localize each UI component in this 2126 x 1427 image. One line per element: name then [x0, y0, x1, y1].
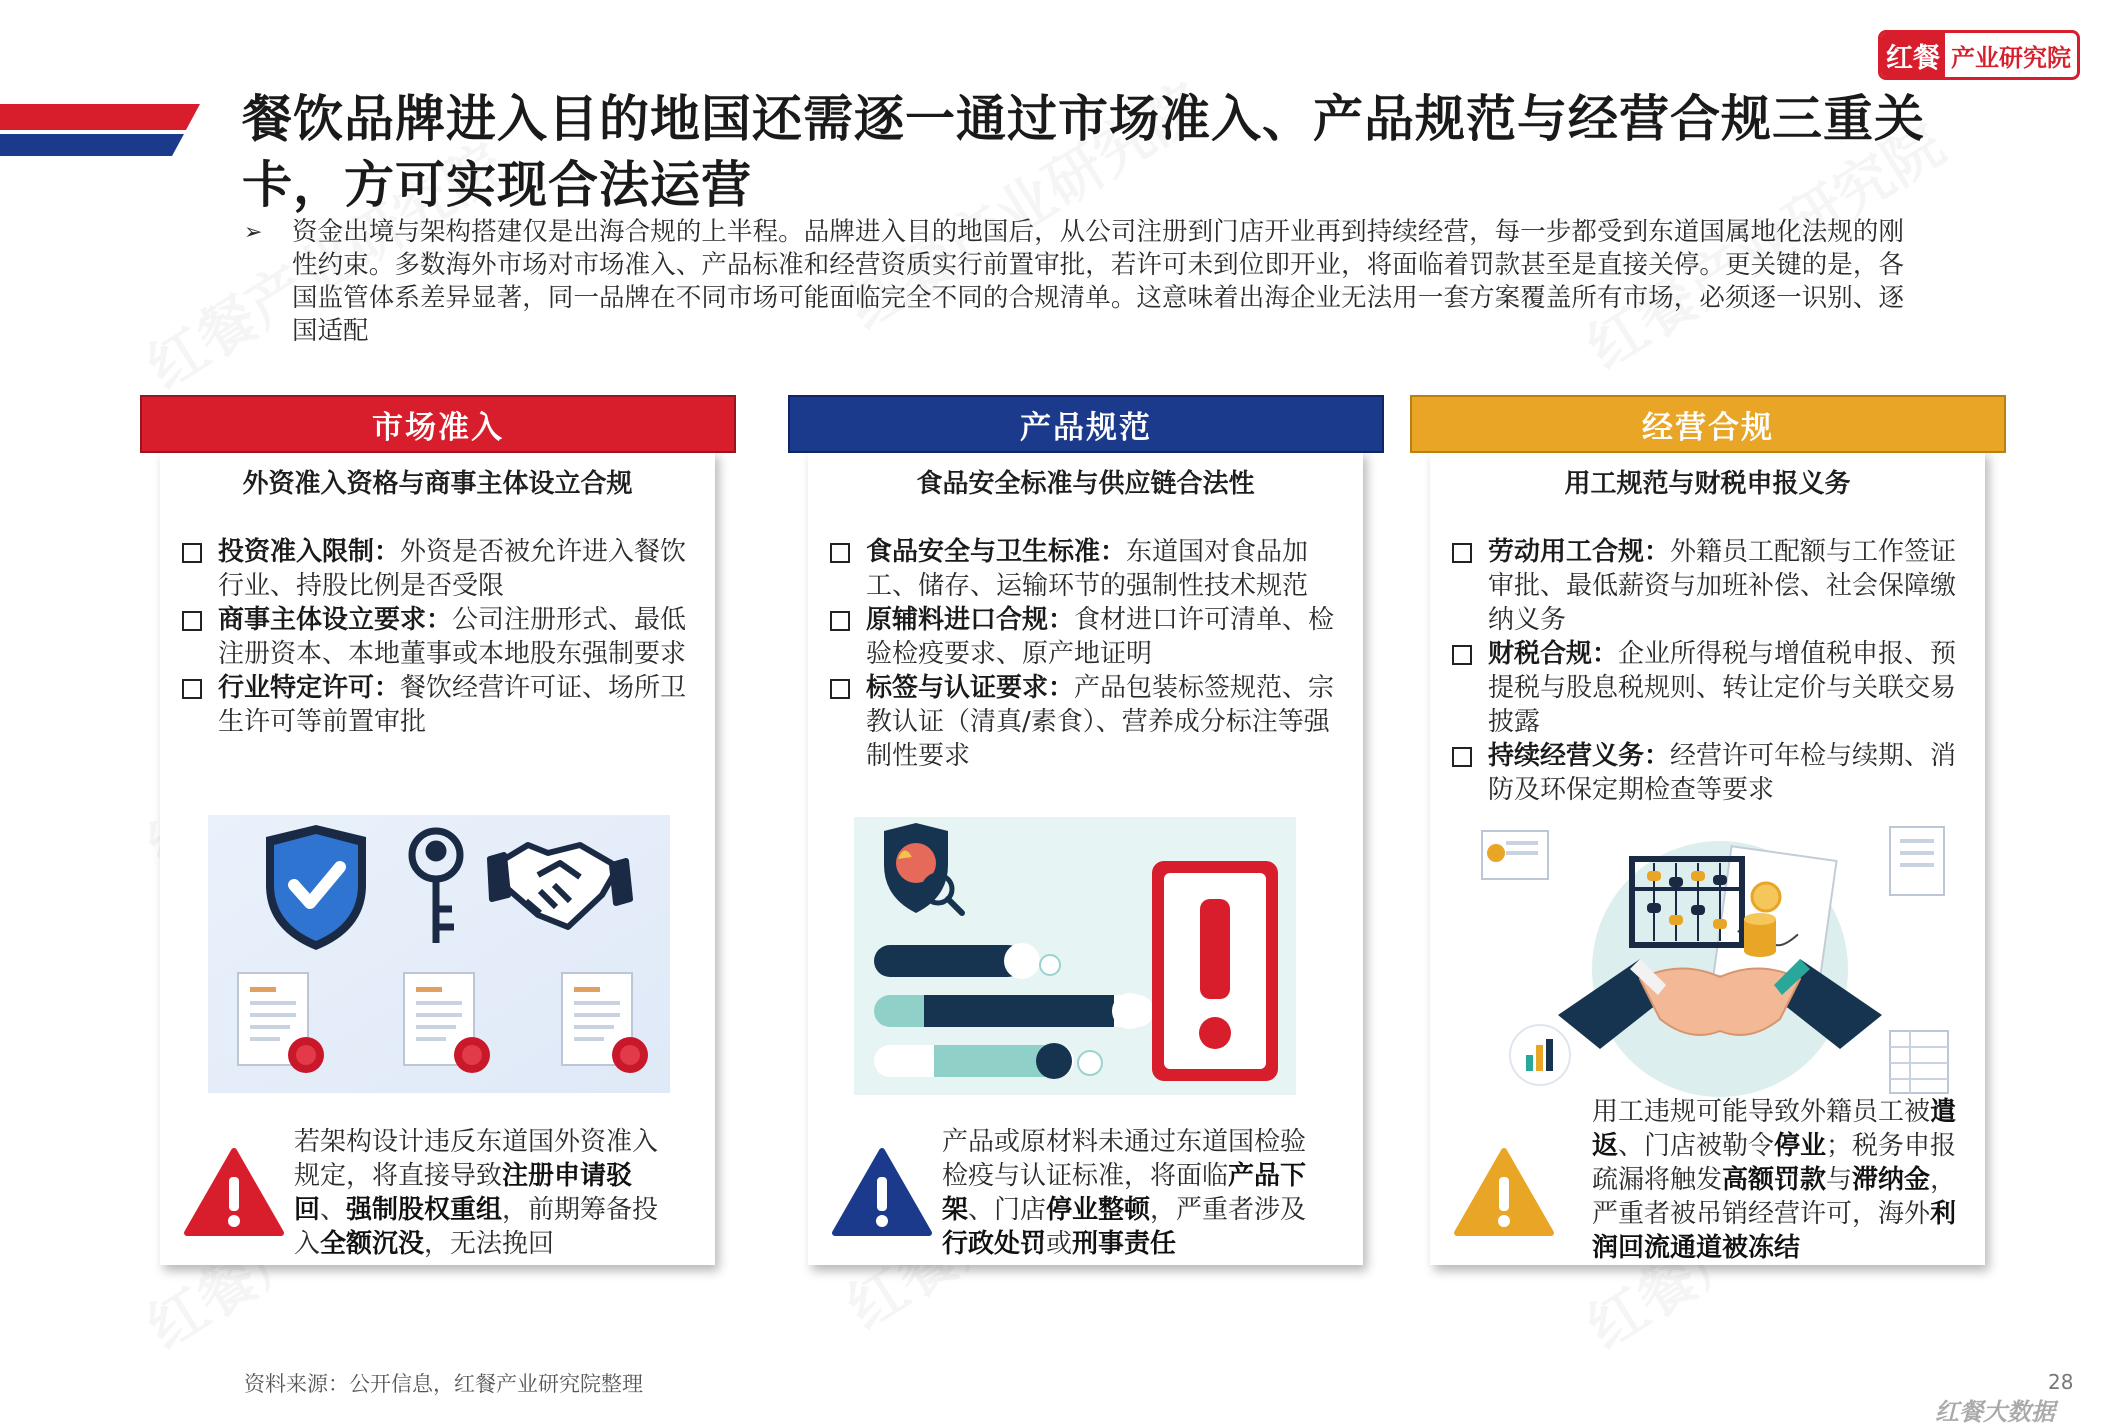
- warning-segment: 、门店被勒令: [1618, 1131, 1775, 1161]
- intro-paragraph: [244, 216, 1904, 348]
- warning-text: [942, 1125, 1328, 1261]
- list-item: 商事主体设立要求：公司注册形式、最低注册资本、本地董事或本地股东强制要求: [182, 603, 687, 671]
- card-title: 市场准入: [140, 395, 736, 453]
- list-item: 劳动用工合规：外籍员工配额与工作签证审批、最低薪资与加班补偿、社会保障缴纳义务: [1452, 535, 1957, 637]
- warning-segment: 与: [1826, 1165, 1853, 1195]
- warning-segment: 、门店: [968, 1195, 1047, 1225]
- card-items: [1452, 535, 1957, 807]
- warning-icon: [1454, 1147, 1554, 1237]
- warning-emphasis: 强制股权重组: [346, 1195, 503, 1225]
- warning-segment: 、: [320, 1195, 347, 1225]
- document-icon: [1890, 827, 1944, 895]
- source-note: 资料来源：公开信息，红餐产业研究院整理: [244, 1372, 643, 1396]
- list-item: 持续经营义务：经营许可年检与续期、消防及环保定期检查等要求: [1452, 739, 1957, 807]
- checkbox-icon: [182, 543, 202, 563]
- warning-emphasis: 停业: [1774, 1131, 1827, 1161]
- warning-emphasis: 停业整顿: [1046, 1195, 1151, 1225]
- warning-emphasis: 利润回流通道被冻结: [1592, 1199, 1957, 1263]
- card-items: [830, 535, 1335, 773]
- warning-emphasis: 刑事责任: [1072, 1229, 1177, 1259]
- warning-emphasis: 遣返: [1592, 1097, 1957, 1161]
- warning-emphasis: 高额罚款: [1722, 1165, 1827, 1195]
- checkbox-icon: [1452, 747, 1472, 767]
- progress-bar: [874, 1043, 1102, 1079]
- checkbox-icon: [1452, 543, 1472, 563]
- warning-emphasis: 产品下架: [942, 1161, 1307, 1225]
- logo-right-text: 产业研究院: [1951, 43, 2071, 72]
- page-number: 28: [2048, 1370, 2074, 1394]
- list-item: 财税合规：企业所得税与增值税申报、预提税与股息税规则、转让定价与关联交易披露: [1452, 637, 1957, 739]
- list-item: 标签与认证要求：产品包装标签规范、宗教认证（清真/素食）、营养成分标注等强制性要求: [830, 671, 1335, 773]
- warning-text: [1592, 1095, 1968, 1265]
- footer-brand: 红餐大数据: [1935, 1398, 2055, 1426]
- spreadsheet-icon: [1890, 1031, 1948, 1093]
- bar-chart-icon: [1510, 1025, 1570, 1085]
- card-title: 经营合规: [1410, 395, 2006, 453]
- exclamation-icon: [1152, 861, 1278, 1081]
- operational-compliance-illustration: [1470, 819, 1970, 1097]
- list-item: 食品安全与卫生标准：东道国对食品加工、储存、运输环节的强制性技术规范: [830, 535, 1335, 603]
- warning-emphasis: 滞纳金: [1852, 1165, 1931, 1195]
- progress-bar: [874, 993, 1154, 1029]
- header-ribbon: [0, 104, 200, 156]
- logo-left-text: 红餐: [1881, 33, 1945, 77]
- card-subtitle: 用工规范与财税申报义务: [1564, 469, 1851, 499]
- card-market-access: [140, 395, 738, 1275]
- list-item: 行业特定许可：餐饮经营许可证、场所卫生许可等前置审批: [182, 671, 687, 739]
- checkbox-icon: [182, 679, 202, 699]
- warning-emphasis: 行政处罚: [942, 1229, 1047, 1259]
- card-subtitle: 食品安全标准与供应链合法性: [916, 469, 1255, 499]
- market-access-illustration: [208, 815, 670, 1093]
- checkbox-icon: [1452, 645, 1472, 665]
- checkbox-icon: [830, 611, 850, 631]
- page-title: 餐饮品牌进入目的地国还需逐一通过市场准入、产品规范与经营合规三重关卡，方可实现合法运营: [242, 90, 1925, 214]
- bullet-arrow-icon: ➢: [244, 220, 263, 245]
- warning-segment: ，无法挽回: [424, 1229, 555, 1259]
- card-items: [182, 535, 687, 739]
- warning-text: [294, 1125, 680, 1261]
- warning-icon: [184, 1147, 284, 1237]
- card-subtitle: 外资准入资格与商事主体设立合规: [242, 469, 633, 499]
- certificate-icon: [1482, 831, 1548, 879]
- product-standards-illustration: [854, 817, 1296, 1095]
- warning-segment: 若架构设计违反东道国外资准入规定，将直接导致: [294, 1127, 659, 1191]
- warning-segment: ，严重者被吊销经营许可，海外: [1592, 1165, 1957, 1229]
- card-operational-compliance: [1410, 395, 2008, 1275]
- checkbox-icon: [830, 543, 850, 563]
- checkbox-icon: [830, 679, 850, 699]
- warning-segment: ，严重者涉及: [1150, 1195, 1307, 1225]
- warning-segment: 用工违规可能导致外籍员工被: [1592, 1097, 1931, 1127]
- progress-bar: [874, 943, 1060, 979]
- warning-emphasis: 注册申请驳回: [294, 1161, 633, 1225]
- warning-segment: 或: [1046, 1229, 1073, 1259]
- brand-logo: [1878, 30, 2080, 80]
- warning-segment: 产品或原材料未通过东道国检验检疫与认证标准，将面临: [942, 1127, 1307, 1191]
- list-item: 原辅料进口合规：食材进口许可清单、检验检疫要求、原产地证明: [830, 603, 1335, 671]
- card-product-standards: [788, 395, 1386, 1275]
- intro-text: 资金出境与架构搭建仅是出海合规的上半程。品牌进入目的地国后，从公司注册到门店开业再到持续经营，每一步都受到东道国属地化法规的刚性约束。多数海外市场对市场准入、产品标准和经营资质实行前置审批，若许可未到位即开业，将面临着罚款甚至是直接关停。更关键的是，各国监管体系差异显著，同一品牌在不同市场可能面临完全不同的合规清单。这意味着出海企业无法用一套方案覆盖所有市场，必须逐一识别、逐国适配: [292, 217, 1904, 346]
- card-title: 产品规范: [788, 395, 1384, 453]
- list-item: 投资准入限制：外资是否被允许进入餐饮行业、持股比例是否受限: [182, 535, 687, 603]
- warning-segment: ；税务申报疏漏将触发: [1592, 1131, 1957, 1195]
- warning-emphasis: 全额沉没: [320, 1229, 425, 1259]
- warning-icon: [832, 1147, 932, 1237]
- checkbox-icon: [182, 611, 202, 631]
- warning-segment: ，前期筹备投入: [294, 1195, 659, 1259]
